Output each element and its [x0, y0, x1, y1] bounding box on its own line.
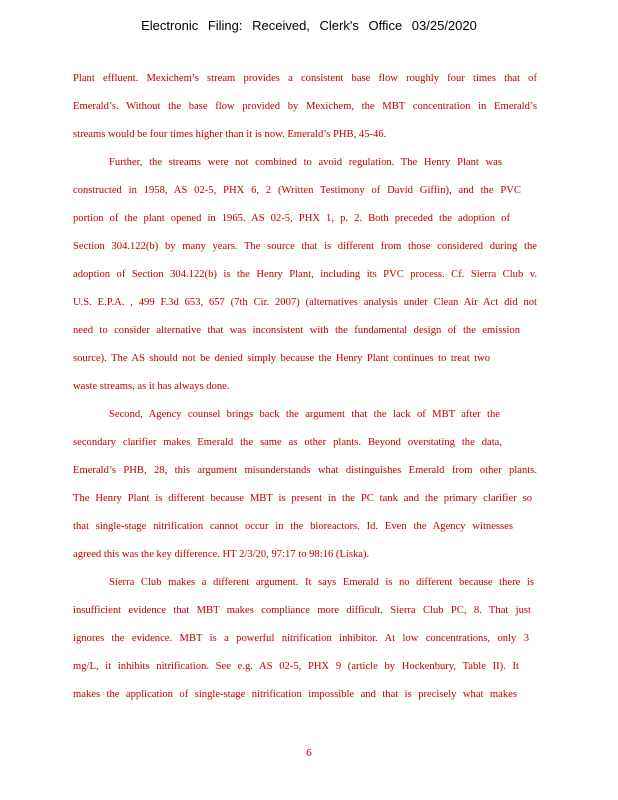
filing-header: Electronic Filing: Received, Clerk's Office 03/25/2020 — [141, 18, 477, 33]
text-line: Section 304.122(b) by many years. The source that is different from those considered during the — [73, 241, 537, 252]
text-line: The Henry Plant is different because MBT is present in the PC tank and the primary clarifier so — [73, 493, 532, 504]
text-line: that single-stage nitrification cannot occur in the bioreactors. Id. Even the Agency witnesses — [73, 521, 513, 532]
text-line: ignores the evidence. MBT is a powerful nitrification inhibitor. At low concentrations, only 3 — [73, 633, 529, 644]
text-line: constructed in 1958, AS 02-5, PHX 6, 2 (Written Testimony of David Giffin), and the PVC — [73, 185, 521, 196]
text-line: need to consider alternative that was inconsistent with the fundamental design of the emission — [73, 325, 520, 336]
text-line: streams would be four times higher than it is now. Emerald’s PHB, 45-46. — [73, 129, 387, 140]
text-line: U.S. E.P.A. , 499 F.3d 653, 657 (7th Cir. 2007) (alternatives analysis under Clean Air Act did not — [73, 297, 537, 308]
text-line: insufficient evidence that MBT makes compliance more difficult. Sierra Club PC, 8. That just — [73, 605, 531, 616]
text-line: waste streams, as it has always done. — [73, 381, 230, 392]
text-line: portion of the plant opened in 1965. AS 02-5, PHX 1, p. 2. Both preceded the adoption of — [73, 213, 510, 224]
text-line: source). The AS should not be denied simply because the Henry Plant continues to treat two — [73, 353, 490, 364]
text-line: mg/L, it inhibits nitrification. See e.g. AS 02-5, PHX 9 (article by Hockenbury, Table II). It — [73, 661, 519, 672]
text-line: Emerald’s PHB, 28, this argument misunderstands what distinguishes Emerald from other plants. — [73, 465, 537, 476]
text-line: Further, the streams were not combined to avoid regulation. The Henry Plant was — [109, 157, 502, 168]
text-line: makes the application of single-stage nitrification impossible and that is precisely what makes — [73, 689, 517, 700]
text-line: adoption of Section 304.122(b) is the Henry Plant, including its PVC process. Cf. Sierra Club v. — [73, 269, 537, 280]
text-line: agreed this was the key difference. HT 2/3/20, 97:17 to 98:16 (Liska). — [73, 549, 370, 560]
text-line: Emerald’s. Without the base flow provided by Mexichem, the MBT concentration in Emerald’s — [73, 101, 537, 112]
text-line: Plant effluent. Mexichem’s stream provides a consistent base flow roughly four times that of — [73, 73, 537, 84]
text-line: Second, Agency counsel brings back the argument that the lack of MBT after the — [109, 409, 500, 420]
text-line: secondary clarifier makes Emerald the same as other plants. Beyond overstating the data, — [73, 437, 502, 448]
page-number: 6 — [306, 747, 312, 759]
text-line: Sierra Club makes a different argument. It says Emerald is no different because there is — [109, 577, 534, 588]
